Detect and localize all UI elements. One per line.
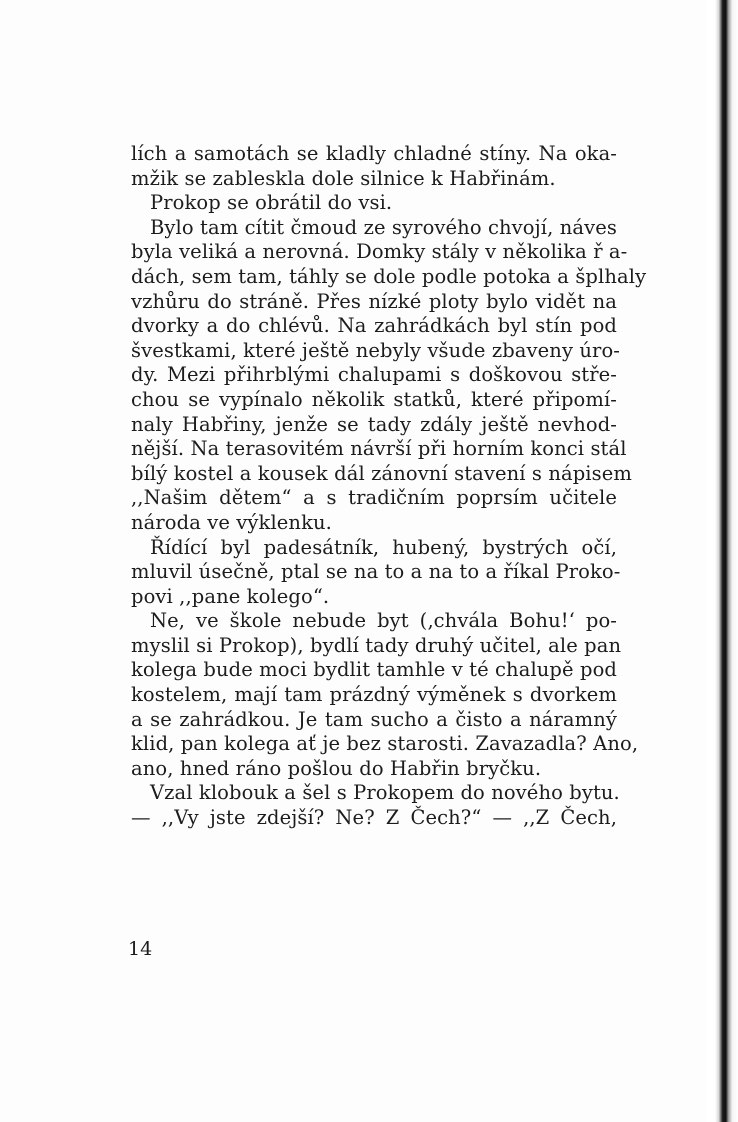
text-line: Řídící byl padesátník, hubený, bystrých očí, (150, 535, 617, 559)
text-line: dvorky a do chlévů. Na zahrádkách byl stín pod (131, 314, 617, 338)
text-line: Prokop se obrátil do vsi. (150, 191, 393, 215)
text-line: povi ,,pane kolego“. (131, 584, 330, 608)
text-line: myslil si Prokop), bydlí tady druhý učitel, ale pan (131, 633, 622, 657)
text-line: vzhůru do stráně. Přes nízké ploty bylo vidět na (131, 289, 617, 313)
text-line: naly Habřiny, jenže se tady zdály ještě nevhod- (131, 412, 617, 436)
text-line: bílý kostel a kousek dál zánovní stavení s nápisem (131, 461, 632, 485)
text-line: mluvil úsečně, ptal se na to a na to a říkal Proko- (131, 560, 621, 584)
book-spine-edge (706, 0, 738, 1122)
text-line: byla veliká a nerovná. Domky stály v několika ř a- (131, 240, 628, 264)
body-text (131, 142, 647, 831)
text-line: klid, pan kolega ať je bez starosti. Zavazadla? Ano, (131, 732, 639, 756)
text-line: mžik se zableskla dole silnice k Habřinám. (131, 166, 556, 190)
text-line: dách, sem tam, táhly se dole podle potoka a šplhaly (131, 264, 647, 288)
text-line: nější. Na terasovitém návrší při horním konci stál (131, 437, 627, 461)
text-line: Vzal klobouk a šel s Prokopem do nového bytu. (150, 781, 620, 805)
text-line: kolega bude moci bydlit tamhle v té chalupě pod (131, 658, 617, 682)
text-line: lích a samotách se kladly chladné stíny. Na oka- (131, 142, 617, 165)
text-line: dy. Mezi přihrblými chalupami s doškovou stře- (131, 363, 617, 387)
text-line: a se zahrádkou. Je tam sucho a čisto a náramný (131, 707, 617, 731)
text-line: Ne, ve škole nebude byt (‚chvála Bohu!‘ po- (150, 609, 617, 633)
text-line: ,,Našim dětem“ a s tradičním poprsím učitele (131, 486, 617, 510)
text-line: chou se vypínalo několik statků, které připomí- (131, 387, 617, 411)
text-line: — ,,Vy jste zdejší? Ne? Z Čech?“ — ,,Z Čech, (131, 806, 617, 830)
text-line: kostelem, mají tam prázdný výměnek s dvorkem (131, 683, 617, 707)
text-line: švestkami, které ještě nebyly všude zbaveny úro- (131, 338, 620, 362)
page-number: 14 (128, 938, 153, 960)
text-line: ano, hned ráno pošlou do Habřin bryčku. (131, 756, 542, 780)
text-line: Bylo tam cítit čmoud ze syrového chvojí, náves (150, 215, 617, 239)
text-line: národa ve výklenku. (131, 510, 332, 534)
